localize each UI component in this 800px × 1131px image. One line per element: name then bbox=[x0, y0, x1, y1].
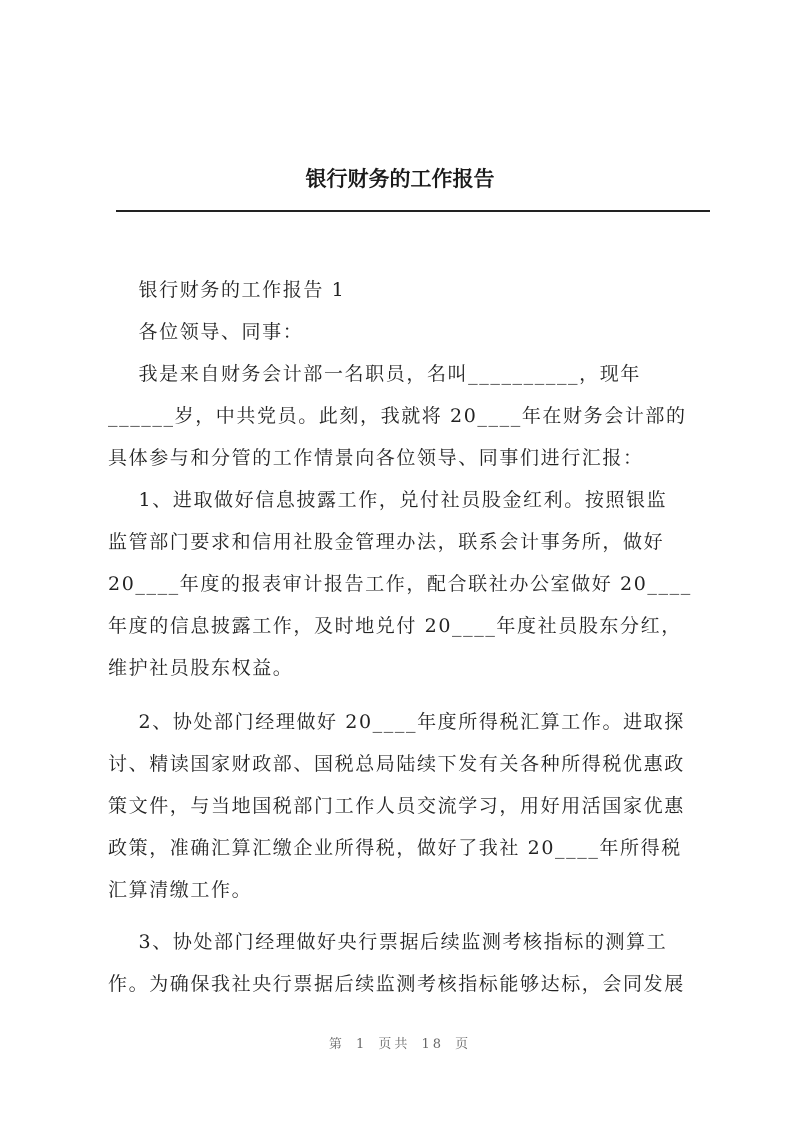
body-line: 年度的信息披露工作，及时地兑付 20____年度社员股东分红， bbox=[108, 615, 682, 637]
body-line: 银行财务的工作报告 1 bbox=[108, 279, 346, 301]
document-title: 银行财务的工作报告 bbox=[305, 167, 495, 191]
body-line: 1、进取做好信息披露工作，兑付社员股金红利。按照银监 bbox=[108, 489, 668, 511]
body-line: 20____年度的报表审计报告工作，配合联社办公室做好 20____ bbox=[108, 573, 692, 595]
body-line: 讨、精读国家财政部、国税总局陆续下发有关各种所得税优惠政 bbox=[108, 753, 685, 775]
title-underline bbox=[116, 210, 710, 212]
body-line: 政策，准确汇算汇缴企业所得税，做好了我社 20____年所得税 bbox=[108, 837, 682, 859]
body-line: 我是来自财务会计部一名职员，名叫__________，现年 bbox=[108, 363, 641, 385]
page-footer: 第 1 页共 18 页 bbox=[328, 1037, 472, 1052]
body-line: 各位领导、同事： bbox=[108, 321, 304, 343]
body-line: 汇算清缴工作。 bbox=[108, 879, 253, 901]
document-body bbox=[108, 269, 708, 1005]
body-line: 监管部门要求和信用社股金管理办法，联系会计事务所，做好 bbox=[108, 531, 665, 553]
body-line: 维护社员股东权益。 bbox=[108, 657, 294, 679]
body-line: 2、协处部门经理做好 20____年度所得税汇算工作。进取探 bbox=[108, 711, 685, 733]
body-line: 3、协处部门经理做好央行票据后续监测考核指标的测算工 bbox=[108, 931, 668, 953]
body-line: ______岁，中共党员。此刻，我就将 20____年在财务会计部的 bbox=[108, 405, 687, 427]
body-line: 具体参与和分管的工作情景向各位领导、同事们进行汇报： bbox=[108, 447, 644, 469]
body-line: 作。为确保我社央行票据后续监测考核指标能够达标，会同发展 bbox=[108, 973, 685, 995]
body-line: 策文件，与当地国税部门工作人员交流学习，用好用活国家优惠 bbox=[108, 795, 685, 817]
